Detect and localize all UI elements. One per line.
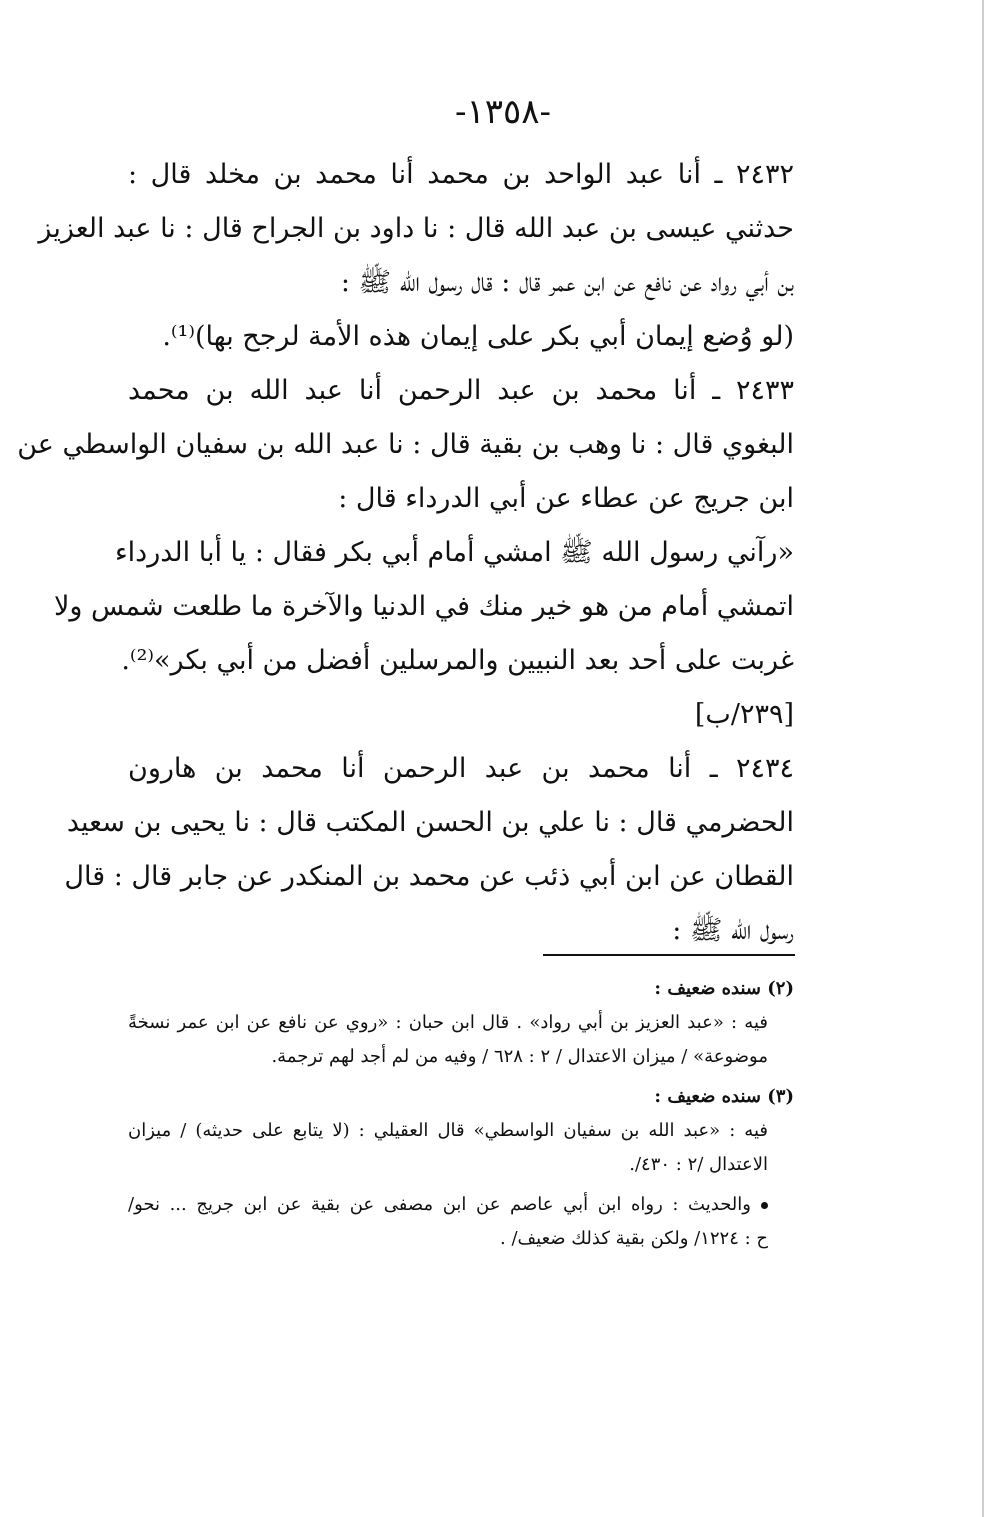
footnote-3-line-4: ح : ١٢٢٤/ ولكن بقية كذلك ضعيف/ . — [500, 1228, 768, 1249]
hadith-2432-line-2: حدثني عيسى بن عبد الله قال : نا داود بن الجراح قال : نا عبد العزيز — [38, 213, 794, 244]
bullet-icon — [761, 1202, 768, 1209]
footnotes — [128, 972, 794, 1256]
footnote-3-line-1: فيه : «عبد الله بن سفيان الواسطي» قال العقيلي : (لا يتابع على حديثه) / ميزان — [128, 1120, 768, 1141]
hadith-2433-line-2: البغوي قال : نا وهب بن بقية قال : نا عبد الله بن سفيان الواسطي عن — [17, 429, 794, 460]
footnote-3-heading: (٣) سنده ضعيف : — [654, 1086, 794, 1107]
hadith-2432-line-3: بن أبي رواد عن نافع عن ابن عمر قال : قال رسول الله ﷺ : — [340, 267, 794, 298]
footnote-3-line-3 — [128, 1188, 794, 1222]
page-number: -١٣٥٨- — [454, 92, 552, 132]
hadith-2433-matn-line-2: اتمشي أمام من هو خير منك في الدنيا والآخرة ما طلعت شمس ولا — [53, 591, 794, 622]
footnote-2-heading: (٢) سنده ضعيف : — [654, 978, 794, 999]
footnote-2-line-2: موضوعة» / ميزان الاعتدال / ٢ : ٦٢٨ / وفيه من لم أجد لهم ترجمة. — [271, 1046, 768, 1067]
hadith-2434-line-1: ٢٤٣٤ ـ أنا محمد بن عبد الرحمن أنا محمد بن هارون — [128, 753, 794, 784]
footnote-3-line-3-text: والحديث : رواه ابن أبي عاصم عن ابن مصفى عن بقية عن ابن جريج ... نحو/ — [128, 1194, 751, 1215]
hadith-2432-line-1: ٢٤٣٢ ـ أنا عبد الواحد بن محمد أنا محمد بن مخلد قال : — [128, 159, 794, 190]
footnote-2-line-1: فيه : «عبد العزيز بن أبي رواد» . قال ابن حبان : «روي عن نافع عن ابن عمر نسخةً — [128, 1012, 768, 1033]
hadith-2433-line-1: ٢٤٣٣ ـ أنا محمد بن عبد الرحمن أنا عبد الله بن محمد — [128, 375, 794, 406]
hadith-2433-matn-line-3: غربت على أحد بعد النبيين والمرسلين أفضل من أبي بكر»⁽²⁾. — [121, 645, 794, 676]
hadith-2434-line-4: رسول الله ﷺ : — [672, 915, 794, 946]
hadith-2434-line-3: القطان عن ابن أبي ذئب عن محمد بن المنكدر عن جابر قال : قال — [64, 861, 794, 892]
main-text — [17, 148, 794, 958]
hadith-2433-line-3: ابن جريج عن عطاء عن أبي الدرداء قال : — [338, 483, 794, 514]
footnote-separator — [543, 954, 795, 956]
hadith-2434-line-2: الحضرمي قال : نا علي بن الحسن المكتب قال : نا يحيى بن سعيد — [66, 807, 794, 838]
footnote-3-line-2: الاعتدال /٢ : ٤٣٠/. — [629, 1154, 768, 1175]
hadith-2432-matn: (لو وُضع إيمان أبي بكر على إيمان هذه الأمة لرجح بها)⁽¹⁾. — [162, 321, 794, 352]
manuscript-folio-reference: [٢٣٩/ب] — [694, 699, 794, 730]
hadith-2433-matn-line-1: «رآني رسول الله ﷺ امشي أمام أبي بكر فقال : يا أبا الدرداء — [114, 537, 794, 568]
